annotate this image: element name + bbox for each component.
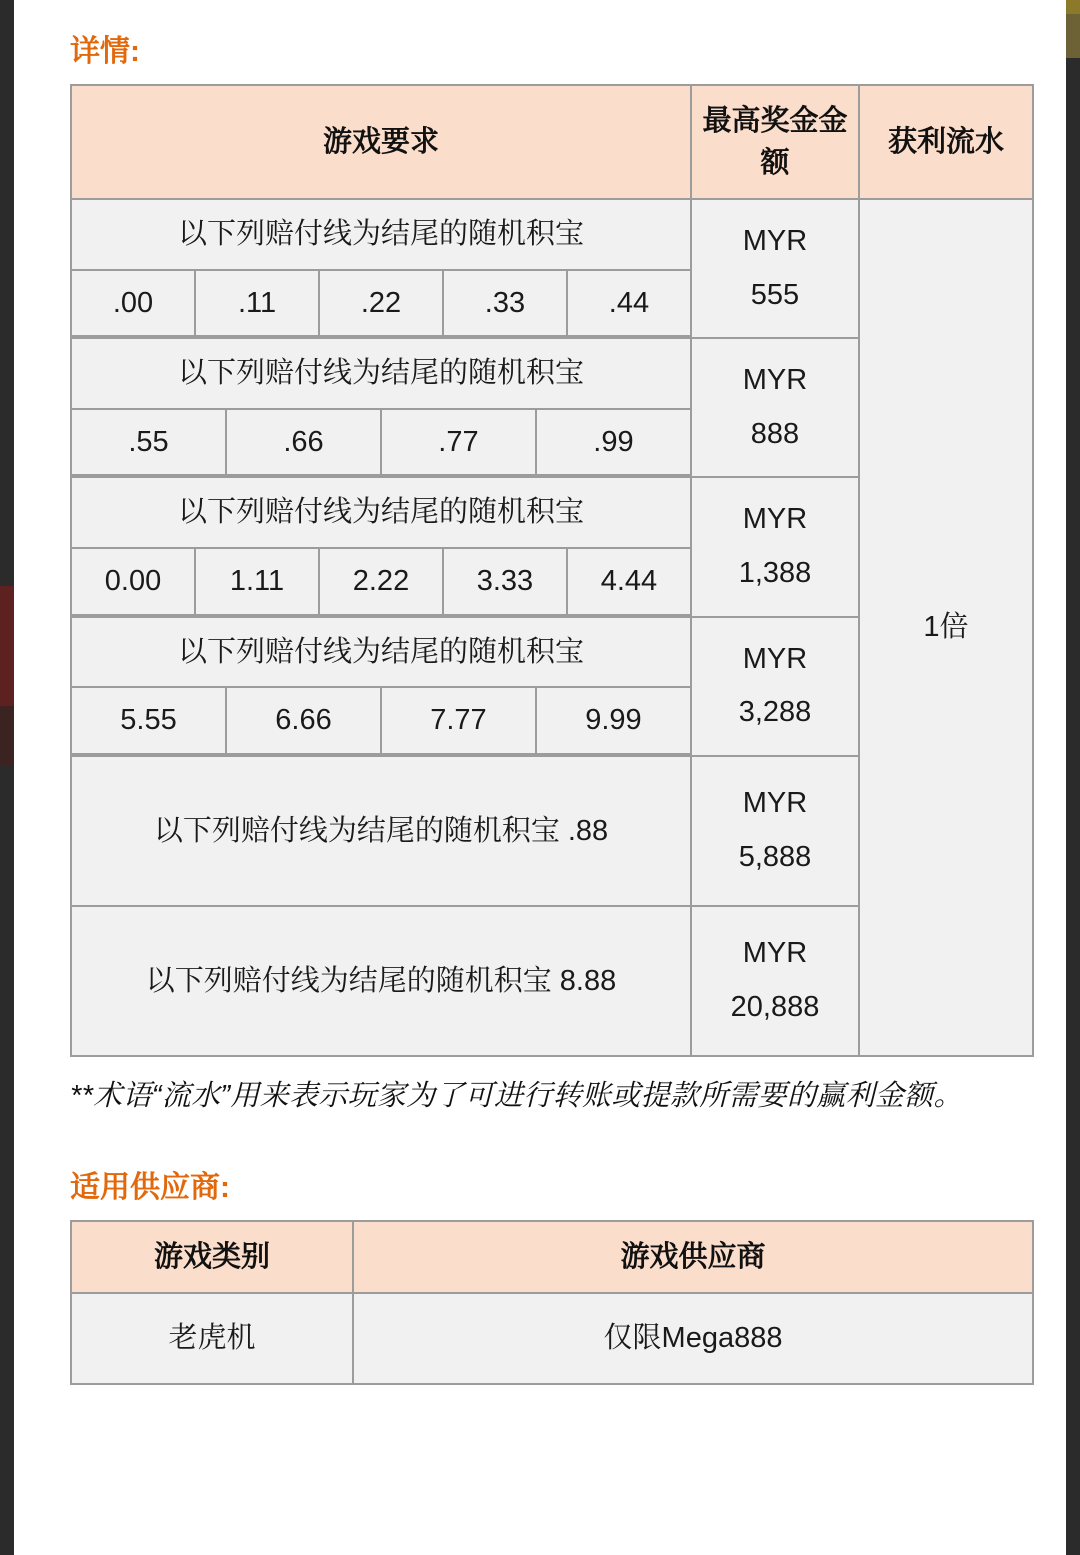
rollover-note: **术语“流水”用来表示玩家为了可进行转账或提款所需要的赢利金额。 [70, 1079, 963, 1112]
providers-section-title: 适用供应商: [70, 1171, 230, 1205]
requirement-text: 以下列赔付线为结尾的随机积宝 [71, 338, 691, 409]
prize-amount: 5,888 [738, 840, 812, 873]
right-edge-strip-2 [1066, 14, 1080, 58]
payline-cell: 0.00 [72, 549, 195, 615]
payline-cell: 7.77 [381, 688, 536, 754]
payline-cell: .44 [567, 271, 690, 337]
table-row [71, 199, 1033, 270]
rollover-cell: 1倍 [859, 199, 1033, 1056]
payline-row [71, 409, 691, 478]
details-section-title: 详情: [70, 35, 140, 68]
payline-cell: .11 [195, 271, 319, 337]
payline-row [71, 687, 691, 756]
prize-currency: MYR [742, 225, 808, 258]
prize-cell [691, 756, 859, 906]
payline-cell: .55 [72, 410, 226, 476]
promotion-details-page [14, 0, 1066, 1555]
prize-cell [691, 906, 859, 1056]
column-header-game-category: 游戏类别 [71, 1221, 353, 1293]
column-header-max-prize: 最高奖金金额 [691, 85, 859, 199]
payline-row [71, 270, 691, 339]
column-header-rollover: 获利流水 [859, 85, 1033, 199]
payline-cell: .99 [536, 410, 690, 476]
column-header-requirement: 游戏要求 [71, 85, 691, 199]
payline-cell: 6.66 [226, 688, 381, 754]
prize-currency: MYR [742, 364, 808, 397]
game-provider-value: 仅限Mega888 [353, 1293, 1033, 1384]
payline-cell: .22 [319, 271, 443, 337]
left-edge-strip-2 [0, 706, 14, 766]
left-edge-strip-1 [0, 586, 14, 706]
prize-currency: MYR [742, 787, 808, 820]
prize-amount: 1,388 [738, 557, 812, 590]
payline-cell: 5.55 [72, 688, 226, 754]
requirement-text: 以下列赔付线为结尾的随机积宝 [71, 477, 691, 548]
requirement-text: 以下列赔付线为结尾的随机积宝 8.88 [71, 906, 691, 1056]
payline-cell: .77 [381, 410, 536, 476]
payline-row [71, 548, 691, 617]
payline-cell: 9.99 [536, 688, 690, 754]
payline-cell: .00 [72, 271, 195, 337]
payline-cell: 1.11 [195, 549, 319, 615]
requirement-text: 以下列赔付线为结尾的随机积宝 [71, 199, 691, 270]
prize-amount: 888 [750, 417, 800, 450]
prize-cell [691, 338, 859, 477]
prize-currency: MYR [742, 503, 808, 536]
prize-cell [691, 199, 859, 338]
requirement-text: 以下列赔付线为结尾的随机积宝 [71, 617, 691, 688]
table-row [71, 1293, 1033, 1384]
prize-cell [691, 617, 859, 756]
details-table-header-row [71, 85, 1033, 199]
prize-amount: 555 [750, 278, 800, 311]
payline-cell: 4.44 [567, 549, 690, 615]
prize-currency: MYR [742, 937, 808, 970]
payline-cell: .66 [226, 410, 381, 476]
prize-currency: MYR [742, 642, 808, 675]
prize-amount: 20,888 [730, 990, 820, 1023]
left-page-edge [0, 0, 14, 1555]
right-page-edge [1066, 0, 1080, 1555]
payline-cell: .33 [443, 271, 567, 337]
prize-cell [691, 477, 859, 616]
details-table [70, 84, 1034, 1057]
providers-table-header-row [71, 1221, 1033, 1293]
right-edge-strip-1 [1066, 0, 1080, 14]
payline-cell: 2.22 [319, 549, 443, 615]
column-header-game-provider: 游戏供应商 [353, 1221, 1033, 1293]
prize-amount: 3,288 [738, 696, 812, 729]
payline-cell: 3.33 [443, 549, 567, 615]
requirement-text: 以下列赔付线为结尾的随机积宝 .88 [71, 756, 691, 906]
providers-table [70, 1220, 1034, 1385]
game-category-value: 老虎机 [71, 1293, 353, 1384]
